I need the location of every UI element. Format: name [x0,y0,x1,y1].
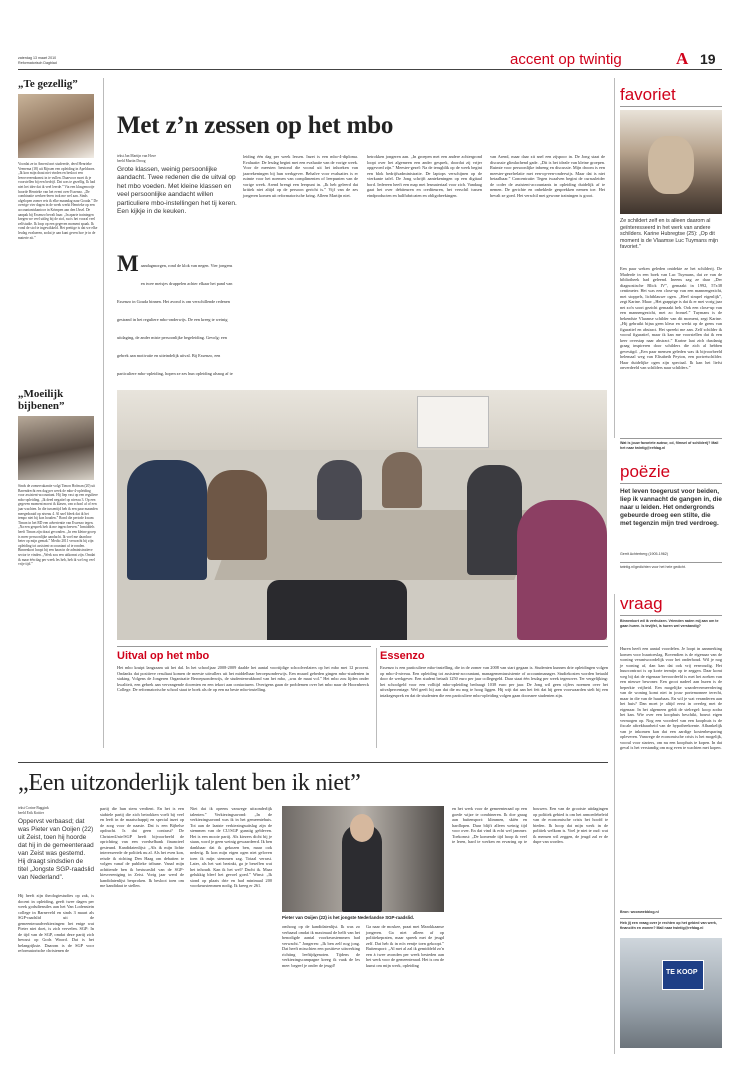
main-headline: Met z’n zessen op het mbo [117,112,394,139]
sidebar-quote-1: „Te gezellig” [18,78,78,90]
poezie-poem: Het leven toegerust voor beiden, liep ik vannacht de gangen in, die naar u leiden. Het ondergronds gebeurde droeg een stilte, die met tegenzin mijn tred verdroeg. [620,488,722,527]
main-col-2: leiding één dag per week lessen. Inzet is een mbo-4-diploma. Evaluatie: De lesdag begint met een evaluatie van de vorige week. Voor de meesten bestond die vooral uit het inhoeken van jaarrekeningen bij hun werkgever. Behalve voor evaluaties is er ruimte voor het noemen van complimenten of leerpunten van de vorige week. Arend brengt een leerpunt in. „Ik heb geleerd dat kritiek niet altijd op de persoon gericht is.” Vijf van de zes jongeren komen uit reformatorische kring. Alleen Martijn niet. [243,154,358,198]
vraag-title: vraag [620,594,663,613]
classroom-photo [117,390,607,640]
box2-text: Essenzo is een particuliere mbo-instelling, die in de zomer van 2008 van start gegaan is. Studenten kunnen drie opleidingen volgen op mbo-4-niveau. Een opleiding tot assistent-accountant, managementassistente of accountmanager. Studiekosten worden betaald door de werkgever. Een student betaalt 1250 euro per jaar collegegeld. Daar staat één lesdag per week tegenover. Ter vergelijking: het schoolgeld voor een volltijd mbo-opleiding bedraagt 1038 euro per jaar. De Jong wil geen cijfers noemen over het uitvalpercentage. Wel geeft hij aan dat die nu nog te hoog liggen. Hij wijt dat aan het feit dat hij geen voorwaarden stelt bij een intakegesprek en dat de studenten die een particuliere mbo-opleiding volgen gaan doorsnee studenten zijn. [380,665,608,698]
sidebar-text-2: Sinds de zomervakantie volgt Timon Hofman (20) uit Barendrecht een dag per week de mbo-4-opleiding voor assistent-accountant. Hij liep vast op een reguliere mbo-opleiding. „Ik deed negatief op niveau 3. Op een gegeven moment moest ik klasen, van school af of een jaar wachten. In die tussentijd heb ik een paar maanden meegedraaid op niveau 4. Al snel bleek dat ik het tempo niet bij kon houden.” Rond die periode kwam Timon in het RD een advertentie van Essenzo tegen. „Na een gesprek heb ik me ingeschreven.” Inmiddels heeft Timon zijn draai gevonden. „In een kleine groep is meer persoonlijke aandacht. Ik voel me daardoor beter op mijn gemak.” Medio 2011 verwacht hij zijn opleiding tot assistent-accountant af te ronden. Binnenkort hoopt hij een baan in de administratieve sector te vinden. „Werk zou een uitkomst zijn. Omdat ik maar één dag per week les heb, heb ik wel erg veel vrije tijd.” [18,484,98,567]
article2-byline-1: tekst Corine Buggink [18,806,49,810]
article2-col-1: Hij heeft zijn theologiestudies op zak, is docent in opleiding, geeft twee dagen per week godsdienstles aan het Van Lodenstein college in Barneveld en sinds 3 maart als SGP-raadslid uit de gemeenteraadverkiezingen: het enige wat Pieter niet doet, is zich vervelen. SGP: In de tijd van de SGP, omdat deze partij zich bewust op Gods Woord. Dat is het belangrijkste. Daarom is de SGP voor reformatorische christenen de [18,893,94,953]
main-col-1 [117,251,237,386]
main-byline-1: tekst Jan Martijn van Hove [117,154,156,158]
article2-intro: Oppervst verbaasd; dat was Pieter van Ooijen (22) uit Zeist, toen hij hoorde dat hij in de gemeenteraad van Zeist was gestemd. Hij draagt sindsdien de titel „Jongste SGP-raadslid van Nederland”. [18,818,95,881]
main-dropcap: M [117,251,139,276]
favoriet-title: favoriet [620,85,676,104]
main-byline-2: beeld Martin Droog [117,159,146,163]
favoriet-lead: Ze schildert zelf en is alleen daarom al geïnteresseerd in het werk van andere schilders. Karine Hubregtse (25): „Op dit moment is de Vlaamse Luc Tuymans mijn favoriet.” [620,218,719,251]
vraag-photo [620,938,722,1048]
article2-headline: „Een uitzonderlijk talent ben ik niet” [18,770,361,796]
vraag-lead: Binnenkort wil ik verhuizen. Vrienden raden mij aan om te gaan huren. Is tevijfel, is huren wel verstandig? [620,619,719,628]
masthead-date: zaterdag 13 maart 2010 [18,56,57,60]
vraag-text: Huren heeft een aantal voordelen. Je loopt in aanmerking komen voor huurtoeslag. Bovendien is de eigenaar van de woning verantwoordelijk voor het onderhoud. Wil je nog je woning af, dan kan dat ook vrij eenvoudig. Het huurcontract is op korte termijn op te zeggen. Daar komt weg bij dat de eigenaar bevoordeeld is met het zoeken van een nieuwe bewoner. Een groot nadeel aan huren is de beperkte vrijheid. Een mogelijke waardevermeerdering van de woning komt niet in jouw portemonnee terecht, maar in die van de huurbaas. En wil je wat veranderen aan het huis? Dan moet je altijd eerst in overleg met de eigenaar. In het algemeen geldt de stelregel: koop zodra het kan. Wie over een koophuis beschikt, bouwt eigen vermogen op. Nog een voordeel van een koophuis is de fiscale aftrekbaarheid van de hypotheekrente. Afhankelijk van je inkomen kan dat een aardige kostenbesparing opleveren. Vanwege de economische crisis is het mogelijk, vooral voor starters, om nu een koophuis te kopen. In dat geval is het verstandig om nog even te wachten met kopen. [620,646,722,750]
te-koop-sign: TE KOOP [666,969,698,976]
sidebar-photo-henrieke [18,94,94,158]
section-title: accent op twintig [510,51,622,68]
favoriet-text: Een paar weken geleden ontdekte ze het schilderij. De Maderde in een boek van Luc Tuymans, dat ze van de bibliotheek had geleend. Ineens zag ze daar „Der diagnostische Blick IV”, gemaakt in 1992, 57x38 centimeter. Het was een close-up van een mannengezicht, met stoppels, lichtblauwe ogen. „Heel simpel eigenlijk”, zegt Karine. Maar: „Het grappige is dat ik er mei vorig jaar net zo'n soort gezicht gemaakt heb. Ook een close-up van een mannengezicht, met zo fronsel.” Tuymans is de bekendste Vlaamse schilder van dit moment, zegt Karine. „Hij gebruikt bijna geen kleur en werkt op de grens van figuratief en abstract. Het spreekt me aan. Zelf schilder ik vooral figuratief, maar ik kan me voorstellen dat ik een keer overstap naar abstract.” Karine laat zich dusdanig graag inspireren door schilders die zich al hebben gevestigd. „Een paar mensen geleden was ik bijvoorbeeld helemaal weg van Elisabeth Peyton, een portretschilder. Haar duidelijke ogen zijn speciaal. Ik kan het liefst onverdeeld van schilders naar schilders.” [620,266,722,370]
box1-title: Uitval op het mbo [117,650,210,662]
vraag-source: Bron: woonwebblog.nl [620,910,659,914]
poezie-footer: twintig.nl/gedichten voor het hele gedicht. [620,565,686,569]
article2-col-2: partij die hun stem verdient. En het is een stabiele partij die zich betrokken voelt bij veel en leeft in de maatschappij en special inzet op de zorg voor de naaste. Dat is een Bijbelse opdracht. Is dat geen contrast? De ChristenUnie/SGP heeft bijvoorbeeld de oprichting van een voedselbank financieel gesteund. Kandidatenlijst: „Als ik mijn lichte interesseerde de politiek nu al. Als het even kon, reisde ik richting Den Haag om debatten te volgen vanaf de publieke tribune. Vanaf mijn achttiende ben ik bestuurslid van de SGP-kiesvereniging in Zeist. Vorig jaar werd de kandidatenlijst besproken. Ik besloot toen om me kandidaat te stellen. [100,806,184,888]
section-logo: A [676,49,689,68]
article2-photo [282,806,444,912]
vraag-footer: Heb jij een vraag over je rechten op het gebied van werk, financiën en wonen? Mail naar twintig@refdag.nl [620,921,717,930]
sidebar-left [18,78,98,714]
box2-title: Essenzo [380,650,425,662]
article2-col-3: Niet dat ik opeens vanwege uitzonderlijk talenten.” Verkiezingsavond: „In de verkiezingsavond was ik in het gemeentehuis. Tot aan de laatste verkiezingsuitslag zijn de stemmen van de CU/SGP gunstig gebleven. Het is een mooie partij. Als kiezers dicht bij je staan, word je geen weinig gewaardeerd. Ik ben dankbaar dat ik gekozen ben, maar ook nederig. Ik kon mijn eigen ogen niet geloven toen ik mijn stemmen zag. Totaal verrast. Later, als het wat bezinkt, ga je beseffen wat het inhoudt. Kan ik het wel? Dacht ik. Maar gelukkig bleef het gevoel goed.” Winst: „Ik stond op plaats drie en had minimaal 200 voorkeurstemmen nodig. Ik kreeg er 261. [190,806,272,888]
article2-col-6: en het werk voor de gemeenteraad op een goede wijze te combineren. Ik doe graag aan buitensport: klimmen, skiën en hardlopen. Daar blijft alleen weinig tijd voor over. En dat vind ik echt wel jammer. Toekomst: „De komende tijd hoop ik veel te leren, hard te werken en ervaring op te bouwen. Een van de grootste uitdagingen op politiek gebied is om het armoedebeleid van de economische crisis het hoofd te bieden. Ik hoop dat mijn werk in de politiek welkom is. Voel je niet te oud: wat ik mensen wil zeggen, de jeugd zal er de dupe van worden. [452,806,608,844]
sidebar-photo-timon [18,416,94,480]
main-intro: Grote klassen, weinig persoonlijke aandacht. Twee redenen die de uitval op het mbo voeden. Met kleine klassen en veel persoonlijke aandacht willen particuliere mbo-instellingen het tij keren. Een kijkje in de keuken. [117,166,237,216]
sidebar-text-1: Voordat ze in Amersfoort studeerde, deed Henrieke Veenema (18) uit Rijssen een opleiding in Apeldoorn. „Ik kon mijn draai niet vinden en besloot een leerovereenkomst in te vullen. Daarvoor moet ik je voorstellen bij een bedrijf. Dat was te gezellig. Ik had niet het idee dat ik veel leerde.” Via een klasgenootje hoorde Henrieke van het event over Essenzo. „De combinatie werken-leren trok me wel aan. Sinds afgelopen zomer reis ik elke maandag naar Gouda.” De overige vier dagen in de week werkt Henrieke op een accountantskantoor in Krimpen aan den IJssel. De aanpak bij Essenzo bevalt haar. „In aparte trainingen kregen we veel uitleg bij de stof, nu is het vooral veel zelfstudie. Ik loop op een gegeven moment spaak. Ik vond de stof te ingewikkeld. Het prettige is dat we elke lesdag evalueren, zodat je aan kunt geven hoe je in de materie zit.” [18,162,98,240]
favoriet-footer: Wat is jouw favoriete auteur, cd, filmsel of schilderij? Mail het naar twintig@refdag.nl [620,441,719,450]
article2-col-4: omhoog op de kandidatenlijst. Ik was zo verbaasd omdat ik maximaal de helft van het benodigde aantal voorkeurstemmen had verwacht.” Jongeren: „Ik ben zelf nog jong. Dat heeft misschien een positieve uitwerking richting leeftijdgenoten. Tijdens de verkiezingscampagne kreeg ik vaak de les mee: begeef je onder de jeugd! [282,924,360,968]
main-col-1-text: aandagmorgen, rond de klok van negen. Vier jongens en twee meisjes druppelen achter elkaar het pand van Essenzo in Gouda binnen. Het avond is om verschillende redenen gestrand in het reguliere mbo-onderwijs. De een kreeg te weinig uitdaging, de ander miste persoonlijke begeleiding. Gevolg: een gebrek aan motivatie en uiteindelijk uitval. Bij Essenzo, een particuliere mbo-opleiding, hopen ze zes hun opleiding alsnog af te [117,263,233,376]
main-col-3: betrokken jongeren aan. „In groepen met een andere achtergrond loopt over het algemeen een ander gesprek, doordat zij vrijer opgevoed zijn.” Meester-gezel: Na de terugblik op de week begint een blok bedrijfsadministratie. De laptops verschijnen op de vierkante tafel. De Jong schrijft aantekeningen op een digitaal bord. Iedereen heeft een map met lesmateriaal voor zich. Vandaag gaat het over debiteuren en crediteuren, het verschil tussen eindproducten en halffabricaten en obligobeekingen. [367,154,482,198]
main-col-4: van Arend, maar daar zit snel een zijspoor in. De Jong staat de discussie glimlachend gade. „Dit is het ideale van kleine groepen. Ruimte voor persoonlijke inbreng en discussie. Mijn droom is een meester-gezelrelatie met een-op-een-onderwijs. Maar dat is niet betaalbaar.” Concentratie: Tegen twaalven begint de cursusleider de coder de assistent-accountants in opleiding duidelijk af te nemen. De gerichte en onbeklede gesprekken nemen toe. Het bevalt ze goed. Het verschil met gewone trainingen is groot. [490,154,605,198]
sidebar-quote-2: „Moeilijk bijbenen” [18,388,65,412]
page-number: 19 [700,51,716,67]
article2-photo-caption: Pieter van Ooijen (22) is het jongste Nederlandse SGP-raadslid. [282,915,415,920]
favoriet-painting [620,110,722,214]
article2-byline-2: beeld Erik Kottier [18,811,44,815]
poezie-author: Gerrit Achterberg (1905-1962) [620,552,668,556]
masthead-paper: Reformatorisch Dagblad [18,61,57,65]
box1-text: Het mbo kruipt langzaam uit het dal. In het schooljaar 2008-2009 daalde het aantal voortijdige schoolverlaters op het mbo met 12 procent. Ondanks dat positieve resultaat komen de meeste uitvallers uit het middelbaar beroepsonderwijs. Een muurd gebeden gingen mbo-studenten in staking. Volgens de Jongeren Organisatie Beroepsonderwijs, de studentenvakbond van het mbo, „was de maat vol.” Het mbo zou lijden onder kwaliteit, een gebrek aan vervangende docenten en een tekort aan contacturen. Overigens gaan de problemen over het mbo naar de Hoornbeeck College. De reformatorische school staat te boek als de op een na beste mbo-instelling. [117,665,369,692]
article2-col-5: Ga naar de moskee, praat met Marokkaanse jongeren. Ga niet alleen af op politiekepraten, maar spreek met de jeugd zelf. Dat heb ik in m'n eentje toen gekoopt.” Buitensport: „Al met al zal ik gemiddeld zo'n een à twee avonden per week besteden aan het werk voor de gemeenteraad. Het is om de kunst om mijn werk, opleiding [366,924,444,968]
poezie-title: poëzie [620,462,671,481]
